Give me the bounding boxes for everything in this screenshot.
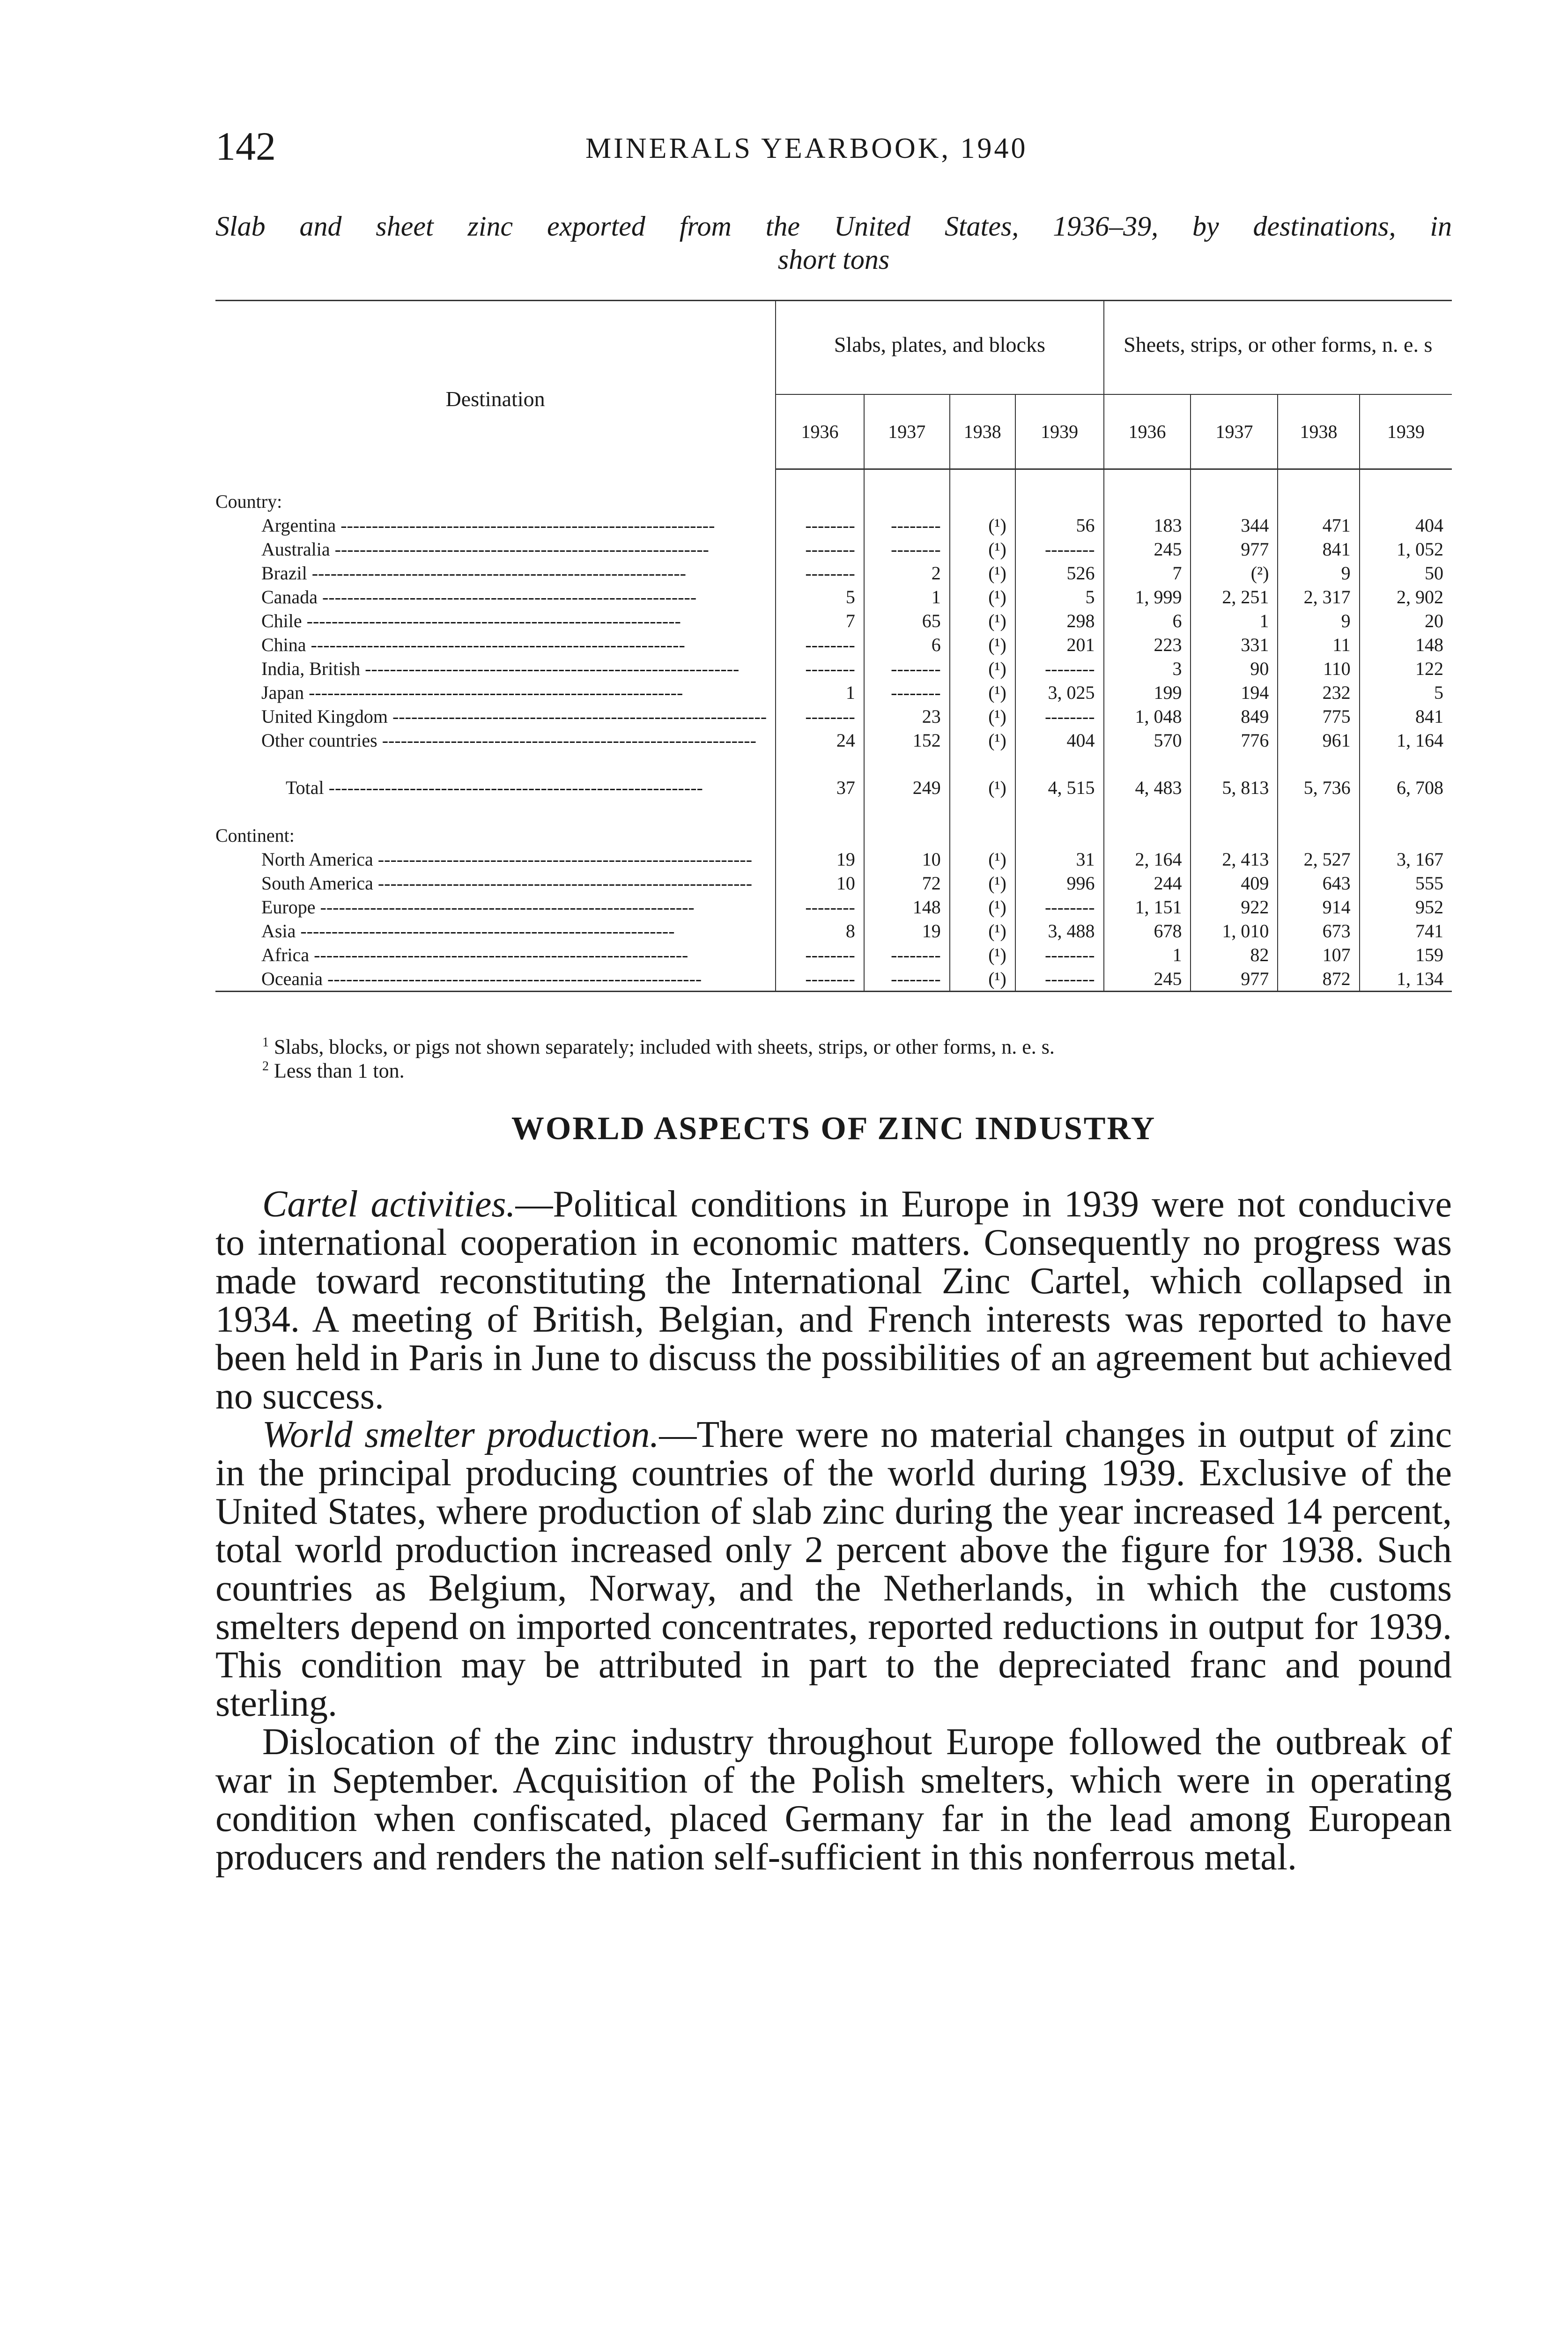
table-cell: (¹) — [950, 561, 1015, 585]
table-cell: 643 — [1278, 871, 1359, 895]
table-cell: 2, 164 — [1104, 847, 1191, 871]
zinc-export-table — [215, 300, 1452, 992]
table-cell: 526 — [1015, 561, 1104, 585]
table-cell: -------- — [1015, 537, 1104, 561]
table-row — [215, 967, 1452, 992]
table-cell: (¹) — [950, 919, 1015, 943]
table-cell: 977 — [1191, 537, 1278, 561]
table-cell: 1, 052 — [1360, 537, 1452, 561]
row-label: China ------------------------------------------------------------ — [261, 634, 685, 655]
table-caption — [215, 210, 1452, 276]
table-cell: 245 — [1104, 967, 1191, 992]
table-cell: 244 — [1104, 871, 1191, 895]
year-header: 1937 — [864, 394, 950, 469]
caption-line-2: short tons — [777, 244, 890, 275]
table-cell: 570 — [1104, 728, 1191, 752]
table-cell: 2, 902 — [1360, 585, 1452, 609]
row-label: South America ------------------------------------------------------------ — [261, 873, 753, 894]
table-cell: -------- — [776, 633, 864, 657]
table-cell: 3 — [1104, 657, 1191, 681]
table-cell: 344 — [1191, 513, 1278, 537]
table-cell: 183 — [1104, 513, 1191, 537]
table-cell: (¹) — [950, 537, 1015, 561]
table-cell: -------- — [1015, 657, 1104, 681]
table-cell: -------- — [1015, 704, 1104, 728]
year-header: 1939 — [1360, 394, 1452, 469]
table-cell: (¹) — [950, 704, 1015, 728]
footnote-2: $^2$ Less than 1 ton. — [262, 1059, 405, 1082]
paragraph-smelter: World smelter production.—There were no material changes in output of zinc in the principal producing countries of the world during 1939. Exclusive of the United States, where production of slab zinc during the year increased 14 percent, total world production increased only 2 percent above the figure for 1938. Such countries as Belgium, Norway, and the Netherlands, in which the customs smelters depend on imported concentrates, reported reductions in output for 1939. This condition may be attributed in part to the depreciated franc and pound sterling. — [215, 1414, 1452, 1724]
table-row — [215, 681, 1452, 704]
table-cell: 232 — [1278, 681, 1359, 704]
section-heading: WORLD ASPECTS OF ZINC INDUSTRY — [511, 1111, 1156, 1147]
table-cell: 7 — [1104, 561, 1191, 585]
table-cell: 4, 515 — [1015, 772, 1104, 804]
table-cell: 872 — [1278, 967, 1359, 992]
table-cell: 996 — [1015, 871, 1104, 895]
table-cell: 914 — [1278, 895, 1359, 919]
table-cell: -------- — [1015, 967, 1104, 992]
table-cell: 31 — [1015, 847, 1104, 871]
table-cell: 673 — [1278, 919, 1359, 943]
table-cell: 19 — [864, 919, 950, 943]
table-cell: 1 — [1104, 943, 1191, 967]
table-cell: -------- — [864, 943, 950, 967]
table-cell: -------- — [864, 657, 950, 681]
group-heading: Country: — [215, 491, 282, 512]
table-cell: -------- — [1015, 943, 1104, 967]
body-text — [215, 1185, 1452, 1876]
table-row — [215, 728, 1452, 752]
table-cell: 1 — [1191, 609, 1278, 633]
table-cell: 404 — [1015, 728, 1104, 752]
table-cell: 24 — [776, 728, 864, 752]
table-cell: 5, 813 — [1191, 772, 1278, 804]
table-cell: 23 — [864, 704, 950, 728]
table-cell: 194 — [1191, 681, 1278, 704]
table-cell: 2, 251 — [1191, 585, 1278, 609]
table-cell: 961 — [1278, 728, 1359, 752]
table-body — [215, 469, 1452, 992]
table-cell: 37 — [776, 772, 864, 804]
table-cell: -------- — [776, 704, 864, 728]
row-label: North America ------------------------------------------------------------ — [261, 849, 753, 870]
table-cell: -------- — [776, 943, 864, 967]
table-row — [215, 633, 1452, 657]
table-cell: 2 — [864, 561, 950, 585]
table-cell: 6 — [1104, 609, 1191, 633]
table-cell: (¹) — [950, 728, 1015, 752]
table-cell: -------- — [776, 537, 864, 561]
table-cell: 199 — [1104, 681, 1191, 704]
table-cell: (¹) — [950, 585, 1015, 609]
table-cell: 10 — [776, 871, 864, 895]
table-cell: 1, 134 — [1360, 967, 1452, 992]
group-heading: Continent: — [215, 825, 295, 846]
table-cell: 841 — [1278, 537, 1359, 561]
table-row — [215, 537, 1452, 561]
row-label: Total ------------------------------------------------------------ — [286, 777, 703, 798]
table-cell: (¹) — [950, 657, 1015, 681]
table-cell: 5 — [1015, 585, 1104, 609]
table-row — [215, 585, 1452, 609]
sheets-group-header: Sheets, strips, or other forms, n. e. s — [1104, 301, 1452, 394]
table-cell: 6 — [864, 633, 950, 657]
table-cell: 4, 483 — [1104, 772, 1191, 804]
paragraph-cartel: Cartel activities.—Political conditions in Europe in 1939 were not conducive to international cooperation in economic matters. Consequently no progress was made toward reconstituting the International Zinc Cartel, which collapsed in 1934. A meeting of British, Belgian, and French interests was reported to have been held in Paris in June to discuss the possibilities of an agreement but achieved no success. — [215, 1184, 1452, 1417]
table-cell: 122 — [1360, 657, 1452, 681]
table-cell: 1 — [864, 585, 950, 609]
table-cell: -------- — [776, 895, 864, 919]
table-cell: 1, 999 — [1104, 585, 1191, 609]
table-cell: 922 — [1191, 895, 1278, 919]
table-cell: 2, 413 — [1191, 847, 1278, 871]
table-cell: (¹) — [950, 681, 1015, 704]
table-cell: 776 — [1191, 728, 1278, 752]
table-cell: -------- — [776, 657, 864, 681]
table-cell: 849 — [1191, 704, 1278, 728]
year-header: 1936 — [1104, 394, 1191, 469]
table-cell: 5 — [1360, 681, 1452, 704]
row-label: Argentina ------------------------------------------------------------ — [261, 515, 715, 536]
table-cell: -------- — [864, 537, 950, 561]
year-header: 1938 — [1278, 394, 1359, 469]
table-cell: 9 — [1278, 609, 1359, 633]
table-cell: 11 — [1278, 633, 1359, 657]
table-cell: 6, 708 — [1360, 772, 1452, 804]
table-cell: 409 — [1191, 871, 1278, 895]
group-heading-row — [215, 489, 1452, 513]
table-cell: 148 — [864, 895, 950, 919]
table-cell: 152 — [864, 728, 950, 752]
table-cell: 107 — [1278, 943, 1359, 967]
table-cell: 10 — [864, 847, 950, 871]
table-cell: 2, 317 — [1278, 585, 1359, 609]
table-row — [215, 919, 1452, 943]
row-label: Africa ------------------------------------------------------------ — [261, 944, 688, 965]
table-row — [215, 704, 1452, 728]
table-cell: 159 — [1360, 943, 1452, 967]
table-cell: 471 — [1278, 513, 1359, 537]
table-cell: -------- — [776, 513, 864, 537]
table-cell: 5 — [776, 585, 864, 609]
footnotes — [262, 1035, 1055, 1083]
table-cell: 72 — [864, 871, 950, 895]
table-cell: (¹) — [950, 895, 1015, 919]
table-cell: 977 — [1191, 967, 1278, 992]
table-cell: 3, 488 — [1015, 919, 1104, 943]
table-cell: 201 — [1015, 633, 1104, 657]
table-cell: (²) — [1191, 561, 1278, 585]
row-label: Australia ------------------------------------------------------------ — [261, 539, 709, 560]
table-cell: -------- — [864, 513, 950, 537]
table-cell: 148 — [1360, 633, 1452, 657]
row-label: Japan ------------------------------------------------------------ — [261, 682, 683, 703]
table-cell: 90 — [1191, 657, 1278, 681]
table-cell: 1, 010 — [1191, 919, 1278, 943]
table-cell: 245 — [1104, 537, 1191, 561]
row-label: United Kingdom ------------------------------------------------------------ — [261, 706, 767, 727]
table-cell: 56 — [1015, 513, 1104, 537]
table-cell: 741 — [1360, 919, 1452, 943]
table-row — [215, 772, 1452, 804]
table-cell: (¹) — [950, 943, 1015, 967]
row-label: Canada ------------------------------------------------------------ — [261, 586, 697, 608]
table-cell: 2, 527 — [1278, 847, 1359, 871]
table-cell: 110 — [1278, 657, 1359, 681]
table-cell: 1, 164 — [1360, 728, 1452, 752]
table-cell: 50 — [1360, 561, 1452, 585]
table-cell: -------- — [776, 561, 864, 585]
row-label: Europe ------------------------------------------------------------ — [261, 897, 695, 918]
table-cell: 3, 167 — [1360, 847, 1452, 871]
table-cell: (¹) — [950, 772, 1015, 804]
table-cell: 65 — [864, 609, 950, 633]
table-cell: 82 — [1191, 943, 1278, 967]
table-cell: 775 — [1278, 704, 1359, 728]
table-cell: 678 — [1104, 919, 1191, 943]
table-cell: 20 — [1360, 609, 1452, 633]
caption-line-1: Slab and sheet zinc exported from the United States, 1936–39, by destinations, in — [215, 211, 1452, 242]
table-row — [215, 871, 1452, 895]
table-row — [215, 657, 1452, 681]
page-number: 142 — [215, 124, 276, 169]
row-label: Other countries ------------------------------------------------------------ — [261, 730, 756, 751]
table-cell: 3, 025 — [1015, 681, 1104, 704]
table-cell: 1, 151 — [1104, 895, 1191, 919]
running-head: MINERALS YEARBOOK, 1940 — [585, 133, 1028, 164]
table-row — [215, 513, 1452, 537]
table-cell: 9 — [1278, 561, 1359, 585]
table-row — [215, 943, 1452, 967]
row-label: Asia ------------------------------------------------------------ — [261, 920, 675, 941]
table-cell: (¹) — [950, 633, 1015, 657]
table-cell: 7 — [776, 609, 864, 633]
table-cell: 555 — [1360, 871, 1452, 895]
table-cell: 8 — [776, 919, 864, 943]
year-header: 1937 — [1191, 394, 1278, 469]
paragraph-dislocation: Dislocation of the zinc industry throughout Europe followed the outbreak of war in September. Acquisition of the Polish smelters, which were in operating condition when confiscated, placed Germany far in the lead among European producers and renders the nation self-sufficient in this nonferrous metal. — [215, 1721, 1452, 1878]
row-label: Oceania ------------------------------------------------------------ — [215, 967, 776, 992]
table-cell: 19 — [776, 847, 864, 871]
year-header: 1936 — [776, 394, 864, 469]
table-row — [215, 847, 1452, 871]
table-cell: 223 — [1104, 633, 1191, 657]
table-cell: -------- — [1015, 895, 1104, 919]
slabs-group-header: Slabs, plates, and blocks — [776, 301, 1103, 394]
table-cell: (¹) — [950, 871, 1015, 895]
table-cell: 1 — [776, 681, 864, 704]
table-cell: 1, 048 — [1104, 704, 1191, 728]
year-header: 1939 — [1015, 394, 1104, 469]
footnote-1: $^1$ Slabs, blocks, or pigs not shown separately; included with sheets, strips, or other forms, n. e. s. — [262, 1035, 1055, 1059]
table-cell: 331 — [1191, 633, 1278, 657]
group-heading-row — [215, 823, 1452, 847]
table-row — [215, 561, 1452, 585]
table-cell: 5, 736 — [1278, 772, 1359, 804]
table-cell: 298 — [1015, 609, 1104, 633]
row-label: Chile ------------------------------------------------------------ — [261, 610, 681, 631]
row-label: India, British ------------------------------------------------------------ — [261, 658, 740, 679]
table-cell: -------- — [864, 681, 950, 704]
table-cell: 841 — [1360, 704, 1452, 728]
table-cell: 249 — [864, 772, 950, 804]
table-cell: (¹) — [950, 847, 1015, 871]
year-header: 1938 — [950, 394, 1015, 469]
row-label: Brazil ------------------------------------------------------------ — [261, 563, 686, 584]
table-row — [215, 609, 1452, 633]
table-row — [215, 895, 1452, 919]
destination-header: Destination — [215, 301, 776, 469]
table-cell: 404 — [1360, 513, 1452, 537]
table-cell: (¹) — [950, 967, 1015, 992]
table-cell: -------- — [776, 967, 864, 992]
table-cell: (¹) — [950, 513, 1015, 537]
table-cell: 952 — [1360, 895, 1452, 919]
table-cell: -------- — [864, 967, 950, 992]
table-cell: (¹) — [950, 609, 1015, 633]
